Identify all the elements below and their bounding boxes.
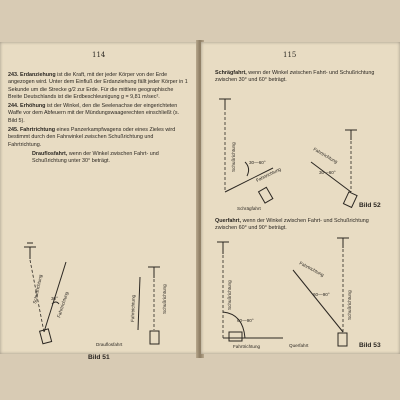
label-drauflosfahrt: Drauflosfahrt: [96, 342, 123, 347]
section-text: wenn der Winkel zwischen Fahrt- und Schußrichtung zwischen 60° und 90° beträgt.: [215, 218, 369, 232]
label-schraegfahrt: Schrägfahrt: [237, 206, 261, 211]
label-schussrichtung-2: Schußrichtung: [347, 290, 352, 320]
entry-text: ist die Kraft, mit der jeder Körper von der Erde angezogen wird. Unter dem Einfluß der Erdanziehung fällt jeder Körper in 1 Sekunde um die Strecke g/2 zur Erde. Für die mittlere geographische Breite Deutschlands ist die Erdbeschleunigung g = 9,81 m/sec².: [8, 72, 188, 100]
figure-53-diagram: [201, 42, 400, 354]
label-angle-2: 30—60°: [319, 170, 336, 175]
label-schussrichtung-2: Schußrichtung: [162, 284, 167, 314]
entry-term: Erdanziehung: [20, 72, 56, 78]
label-angle: 30—60°: [249, 160, 266, 165]
entry-number: 245.: [8, 127, 19, 134]
figure-caption-52: Bild 52: [359, 202, 381, 209]
gun-marker-icon: [337, 238, 349, 248]
gun-marker-icon: [217, 242, 229, 254]
entry-number: 244.: [8, 103, 19, 110]
tank-icon: [229, 332, 242, 341]
section-term: Schrägfahrt,: [215, 70, 247, 76]
label-querfahrt: Querfahrt: [289, 343, 309, 348]
page-number-left: 114: [92, 51, 106, 59]
entry-text: ist der Winkel, den die Seelenachse der eingerichteten Waffe vor dem Abfeuern mit der Mündungswaagerechten einschließt (s. Bild 5).: [8, 103, 180, 124]
label-fahrtrichtung: Fahrtrichtung: [255, 166, 282, 183]
tank-icon: [150, 331, 159, 344]
gun-marker-icon: [148, 267, 160, 278]
label-fahrtrichtung-1: Fahrtrichtung: [56, 291, 70, 319]
tank-icon: [338, 333, 347, 346]
book-spread: [0, 40, 400, 361]
label-fahrtrichtung-2: Fahrtrichtung: [130, 294, 136, 323]
label-angle: 60—90°: [237, 318, 254, 323]
label-angle-30: 30°: [51, 296, 58, 301]
entry-number: 243.: [8, 72, 19, 78]
label-angle-2: 60—90°: [313, 292, 330, 297]
label-fahrtrichtung: Fahrtrichtung: [233, 344, 261, 349]
section-text: wenn der Winkel zwischen Fahrt- und Schußrichtung zwischen 30° und 60° beträgt.: [215, 70, 375, 84]
label-schussrichtung-1: Schußrichtung: [32, 274, 44, 305]
subsection-text: wenn der Winkel zwischen Fahrt- und Schußrichtung unter 30° beträgt.: [32, 150, 159, 165]
label-schussrichtung: Schußrichtung: [227, 280, 232, 310]
line-fahrtrichtung-2: [138, 277, 140, 330]
subsection-term: Drauflosfahrt,: [32, 150, 68, 157]
figure-51-diagram: [0, 42, 199, 354]
entry-text: eines Panzerkampfwagens oder eines Zieles wird bestimmt durch den Fahrwinkel zwischen Schußrichtung und Fahrtrichtung.: [8, 127, 176, 148]
line-fahrtrichtung-2: [293, 270, 343, 332]
entry-term: Fahrtrichtung: [20, 127, 56, 134]
label-schussrichtung: Schußrichtung: [231, 142, 236, 172]
section-term: Querfahrt,: [215, 218, 242, 224]
tank-icon: [40, 329, 52, 344]
label-fahrtrichtung-2: Fahrtrichtung: [298, 260, 325, 278]
right-page: [201, 42, 400, 354]
page-number-right: 115: [283, 51, 297, 59]
left-page: [0, 42, 199, 361]
figure-caption-51: Bild 51: [88, 354, 110, 361]
label-fahrtrichtung-2: Fahrtrichtung: [312, 146, 339, 165]
gun-marker-icon: [24, 243, 36, 259]
entry-term: Erhöhung: [20, 103, 46, 110]
figure-caption-53: Bild 53: [359, 342, 381, 349]
